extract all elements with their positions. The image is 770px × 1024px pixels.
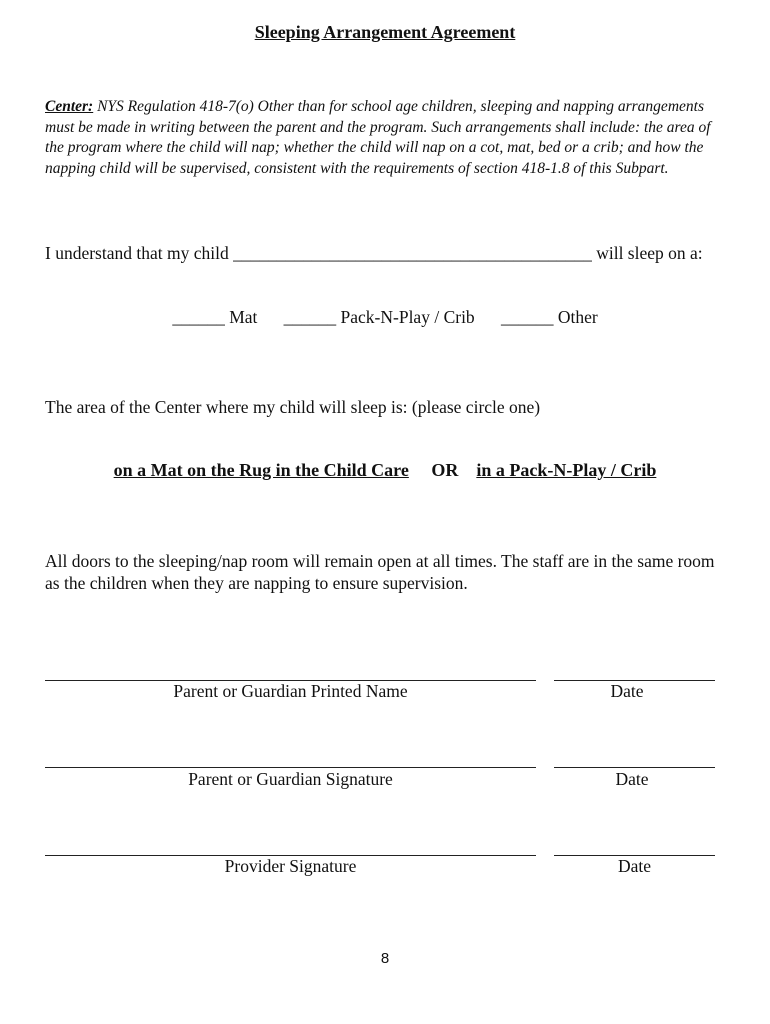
area-choice-crib: in a Pack-N-Play / Crib (476, 460, 657, 480)
printed-name-label: Parent or Guardian Printed Name (173, 681, 408, 701)
guardian-signature-line (45, 767, 536, 768)
option-pack-n-play: ______ Pack-N-Play / Crib (283, 307, 475, 327)
date-label-1: Date (610, 681, 644, 701)
date-label-2: Date (615, 769, 649, 789)
regulation-text: NYS Regulation 418-7(o) Other than for school age children, sleeping and napping arrangements must be made in writing between the parent and the program. Such arrangements shall include: the area of the program where the child will nap; whether the child will nap on a cot, mat, bed or a crib; and how the napping child will be supervised, consistent with the requirements of section 418-1.8 of this Subpart. (45, 98, 711, 177)
regulation-paragraph (45, 97, 730, 179)
option-other: ______ Other (500, 307, 598, 327)
sleep-options (0, 307, 770, 328)
area-choice-or: OR (431, 460, 459, 480)
area-choice-mat: on a Mat on the Rug in the Child Care (113, 460, 409, 480)
doors-statement: All doors to the sleeping/nap room will remain open at all times. The staff are in the same room as the children when they are napping to ensure supervision. (45, 551, 715, 593)
page-number: 8 (380, 950, 390, 967)
guardian-signature-label: Parent or Guardian Signature (188, 769, 393, 789)
option-mat: ______ Mat (172, 307, 258, 327)
area-choices (0, 460, 770, 481)
area-prompt: The area of the Center where my child will sleep is: (please circle one) (45, 397, 541, 417)
document-title: Sleeping Arrangement Agreement (254, 22, 516, 42)
understand-statement: I understand that my child _________________________________________ will sleep on a: (45, 243, 703, 263)
date-line-2 (554, 767, 715, 768)
date-label-3: Date (617, 856, 652, 876)
center-label: Center: (45, 98, 94, 115)
provider-signature-label: Provider Signature (224, 856, 357, 876)
